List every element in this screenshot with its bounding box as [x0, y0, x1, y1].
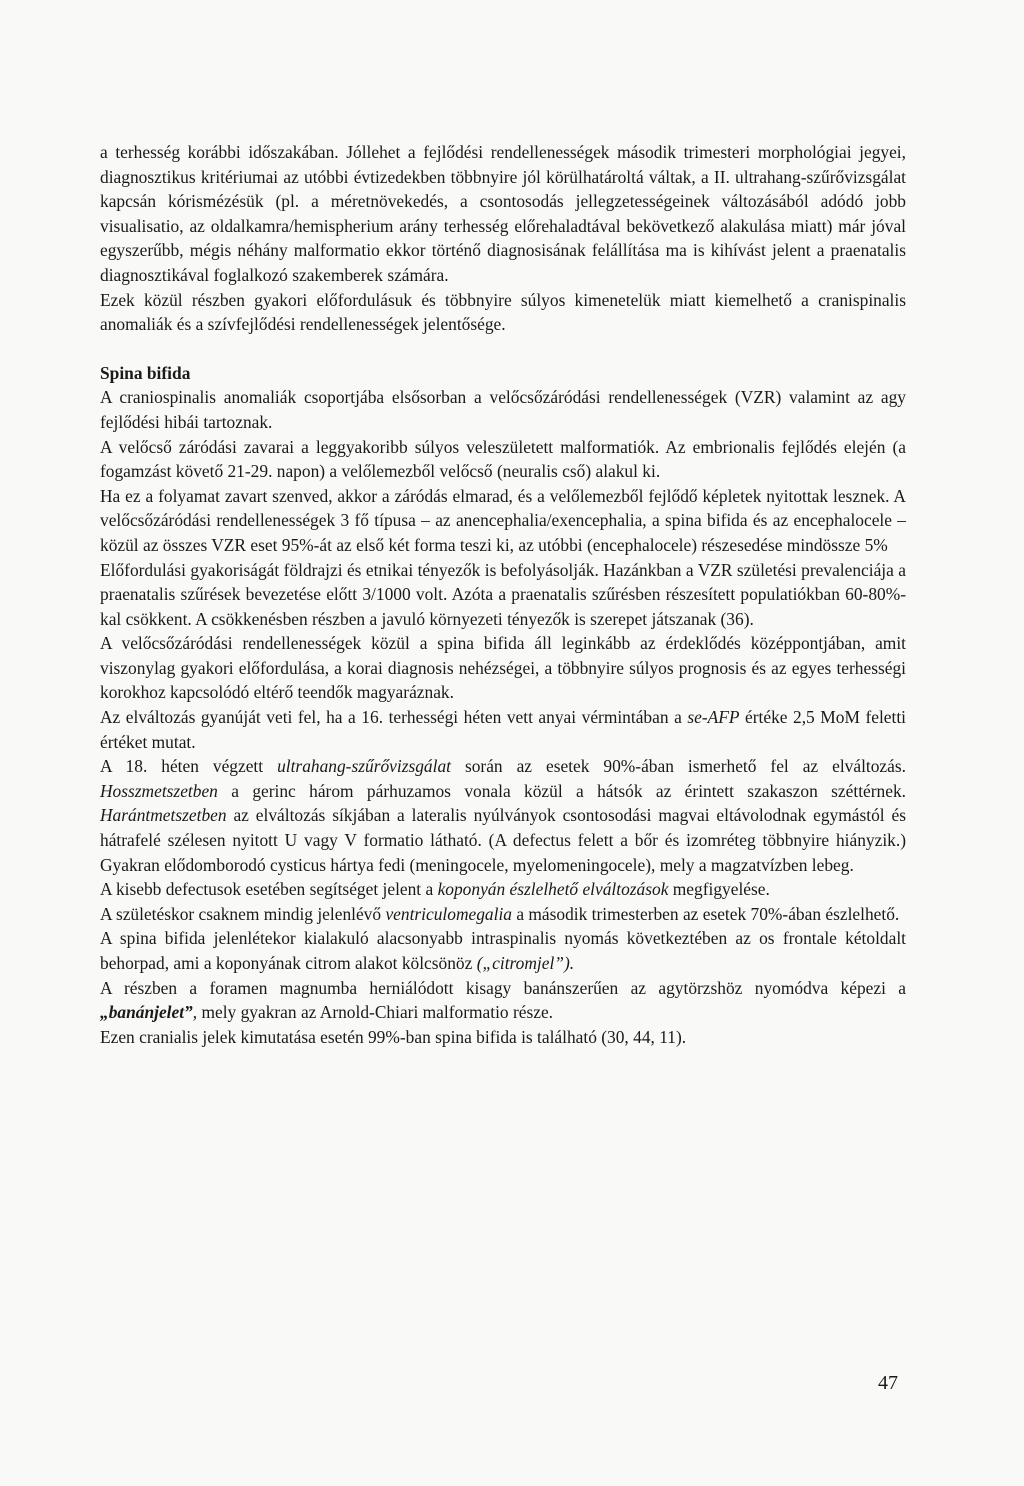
paragraph-craniospinal: A craniospinalis anomaliák csoportjába elsősorban a velőcsőzáródási rendellenességek (VZR) valamint az agy fejlődési hibái tartoznak.: [100, 387, 906, 432]
paragraph-ultrasound: A 18. héten végzett ultrahang-szűrővizsgálat során az esetek 90%-ában ismerhető fel az elváltozás. Hosszmetszetben a gerinc három párhuzamos vonala közül a hátsók az érintett szakaszon széttérnek. Harántmetszetben az elváltozás síkjában a lateralis nyúlványok csontosodási magvai eltávolodnak egymástól és hátrafelé szélesen nyitott U vagy V formatio látható. (A defectus felett a bőr és izomréteg többnyire hiányzik.) Gyakran elődomborodó cysticus hártya fedi (meningocele, myelomeningocele), mely a magzatvízben lebeg.: [100, 756, 906, 875]
paragraph-lemon-sign: A spina bifida jelenlétekor kialakuló alacsonyabb intraspinalis nyomás következtében az os frontale kétoldalt behorpad, ami a koponyának citrom alakot kölcsönöz („citromjel”).: [100, 928, 906, 973]
paragraph-types: Ha ez a folyamat zavart szenved, akkor a záródás elmarad, és a velőlemezből fejlődő képletek nyitottak lesznek. A velőcsőzáródási rendellenességek 3 fő típusa – az anencephalia/exencephalia, a spina bifida és az encephalocele – közül az összes VZR eset 95%-át az első két forma teszi ki, az utóbbi (encephalocele) részesedése mindössze 5%: [100, 485, 906, 555]
paragraph-banana-sign: A részben a foramen magnumba herniálódott kisagy banánszerűen az agytörzshöz nyomódva képezi a „banánjelet”, mely gyakran az Arnold-Chiari malformatio része.: [100, 977, 906, 1023]
paragraph-cranial-signs: Ezen cranialis jelek kimutatása esetén 99%-ban spina bifida is található (30, 44, 11).: [100, 1026, 687, 1047]
body-text: [100, 140, 906, 1049]
paragraph-intro: a terhesség korábbi időszakában. Jóllehet a fejlődési rendellenességek második trimesteri morphológiai jegyei, diagnosztikus kritériumai az utóbbi évtizedekben többnyire jól körülhatároltá váltak, a II. ultrahang-szűrővizsgálat kapcsán kórismézésük (pl. a méretnövekedés, a csontosodás jellegzetességeinek változásából adódó jobb visualisatio, az oldalkamra/hemispherium arány terhesség előrehaladtával bekövetkező alakulása miatt) már jóval egyszerűbb, mégis néhány malformatio ekkor történő diagnosisának felállítása ma is kihívást jelent a praenatalis diagnosztikával foglalkozó szakemberek számára.: [100, 142, 906, 285]
paragraph-prevalence: Előfordulási gyakoriságát földrajzi és etnikai tényezők is befolyásolják. Hazánkban a VZR születési prevalenciája a praenatalis szűrések bevezetése előtt 3/1000 volt. Azóta a praenatalis szűrésben részesített populatiókban 60-80%-kal csökkent. A csökkenésben részben a javuló környezeti tényezők is szerepet játszanak (36).: [100, 559, 906, 629]
paragraph-skull-signs: A kisebb defectusok esetében segítséget jelent a koponyán észlelhető elváltozások megfigyelése.: [100, 879, 770, 900]
page-number: 47: [878, 1372, 898, 1394]
paragraph-afp: Az elváltozás gyanúját veti fel, ha a 16. terhességi héten vett anyai vérmintában a se-AFP értéke 2,5 MoM feletti értéket mutat.: [100, 707, 906, 752]
section-heading: Spina bifida: [100, 362, 191, 383]
paragraph-neural-tube: A velőcső záródási zavarai a leggyakoribb súlyos veleszületett malformatiók. Az embrionalis fejlődés elején (a fogamzást követő 21-29. napon) a velőlemezből velőcső (neuralis cső) alakul ki.: [100, 436, 906, 482]
paragraph-spina-bifida-focus: A velőcsőzáródási rendellenességek közül a spina bifida áll leginkább az érdeklődés középpontjában, amit viszonylag gyakori előfordulása, a korai diagnosis nehézségei, a többnyire súlyos prognosis és az egyes terhességi korokhoz kapcsolódó eltérő teendők magyaráznak.: [100, 633, 906, 703]
paragraph-significance: Ezek közül részben gyakori előfordulásuk és többnyire súlyos kimenetelük miatt kiemelhető a cranispinalis anomaliák és a szívfejlődési rendellenességek jelentősége.: [100, 289, 906, 335]
paragraph-ventriculomegaly: A születéskor csaknem mindig jelenlévő ventriculomegalia a második trimesterben az esetek 70%-ában észlelhető.: [100, 903, 900, 924]
